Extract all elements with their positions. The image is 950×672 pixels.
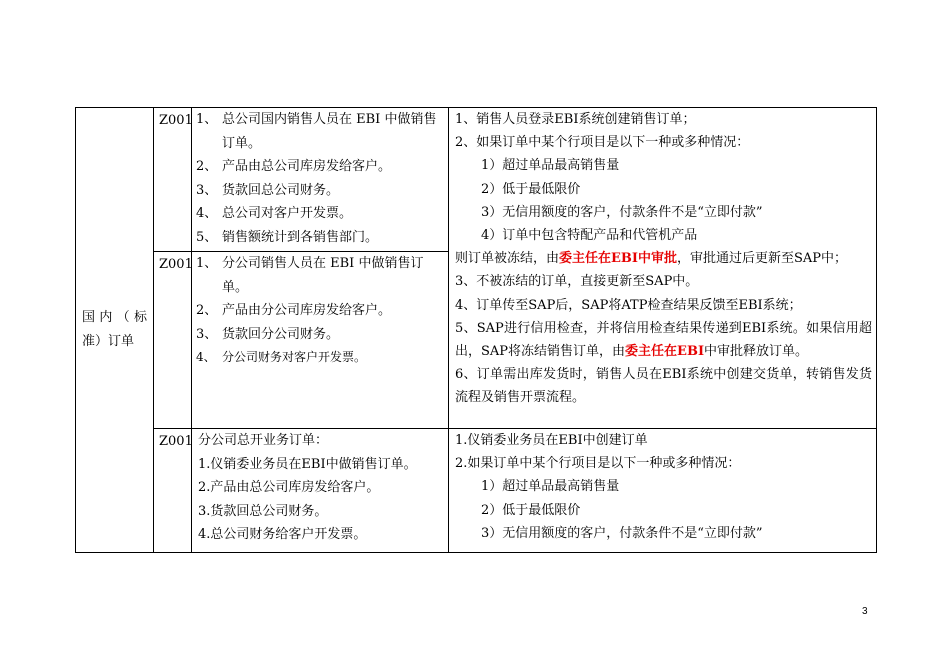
highlight-text: 委主任在EBI中审批 <box>559 251 677 267</box>
desc-item: 4.总公司财务给客户开发票。 <box>198 527 367 542</box>
rule-line: 1.仪销委业务员在EBI中创建订单 <box>455 433 648 448</box>
rule-subline: 3）无信用额度的客户，付款条件不是“立即付款” <box>481 204 763 220</box>
code-cell <box>154 429 192 553</box>
rule-line: 5、SAP进行信用检查，并将信用检查结果传递到EBI系统。如果信用超出，SAP将冻结销售订单，由委主任在EBI中审批释放订单。 <box>455 320 872 360</box>
code-cell <box>154 252 192 429</box>
desc-item-continued: 订单。 <box>222 135 262 151</box>
process-rule-cell <box>449 429 877 553</box>
desc-item: 4、 分公司财务对客户开发票。 <box>196 350 367 364</box>
category-line: 国内（标 <box>82 310 147 325</box>
order-code: Z001 <box>159 257 193 272</box>
rule-subline: 3）无信用额度的客户，付款条件不是“立即付款” <box>481 525 763 541</box>
rule-line: 则订单被冻结，由委主任在EBI中审批，审批通过后更新至SAP中； <box>455 251 848 267</box>
desc-item: 2、 产品由总公司库房发给客户。 <box>196 159 392 174</box>
rule-subline: 4）订单中包含特配产品和代管机产品 <box>481 228 698 244</box>
desc-item: 5、 销售额统计到各销售部门。 <box>196 229 379 245</box>
table-row <box>76 108 877 252</box>
rule-subline: 2）低于最低限价 <box>481 502 581 518</box>
desc-item: 1、 总公司国内销售人员在 EBI 中做销售 <box>196 112 437 127</box>
rule-subline: 2）低于最低限价 <box>481 181 581 197</box>
desc-item: 分公司总开业务订单： <box>198 433 329 448</box>
order-code: Z001 <box>159 113 193 128</box>
rule-line: 3、不被冻结的订单，直接更新至SAP中。 <box>455 274 699 290</box>
rule-line: 4、订单传至SAP后，SAP将ATP检查结果反馈至EBI系统； <box>455 297 802 313</box>
process-rule-cell <box>449 108 877 429</box>
desc-item: 2、 产品由分公司库房发给客户。 <box>196 303 392 318</box>
desc-item: 3、 货款回分公司财务。 <box>196 326 340 342</box>
desc-item: 3.货款回总公司财务。 <box>198 503 328 519</box>
rule-line: 2.如果订单中某个行项目是以下一种或多种情况： <box>455 456 741 472</box>
rule-subline: 1）超过单品最高销售量 <box>481 479 620 495</box>
order-code: Z001 <box>159 434 193 449</box>
desc-item: 1、 分公司销售人员在 EBI 中做销售订 <box>196 256 424 271</box>
desc-item-continued: 单。 <box>222 279 249 295</box>
description-cell <box>192 252 449 429</box>
table-row <box>76 429 877 553</box>
rule-subline: 1）超过单品最高销售量 <box>481 158 620 174</box>
code-cell <box>154 108 192 252</box>
highlight-text: 委主任在EBI <box>625 344 705 360</box>
category-cell <box>76 108 154 553</box>
page-number: 3 <box>862 606 868 617</box>
category-line: 准）订单 <box>82 334 135 349</box>
desc-item: 3、 货款回总公司财务。 <box>196 182 340 198</box>
order-type-table <box>75 107 877 553</box>
desc-item: 4、 总公司对客户开发票。 <box>196 206 353 221</box>
desc-item: 1.仪销委业务员在EBI中做销售订单。 <box>198 456 417 472</box>
rule-line: 2、如果订单中某个行项目是以下一种或多种情况： <box>455 135 750 151</box>
desc-item: 2.产品由总公司库房发给客户。 <box>198 480 380 495</box>
rule-line: 1、销售人员登录EBI系统创建销售订单； <box>455 112 696 127</box>
rule-line: 6、订单需出库发货时，销售人员在EBI系统中创建交货单，转销售发货流程及销售开票流程。 <box>455 367 872 406</box>
description-cell <box>192 108 449 252</box>
description-cell <box>192 429 449 553</box>
